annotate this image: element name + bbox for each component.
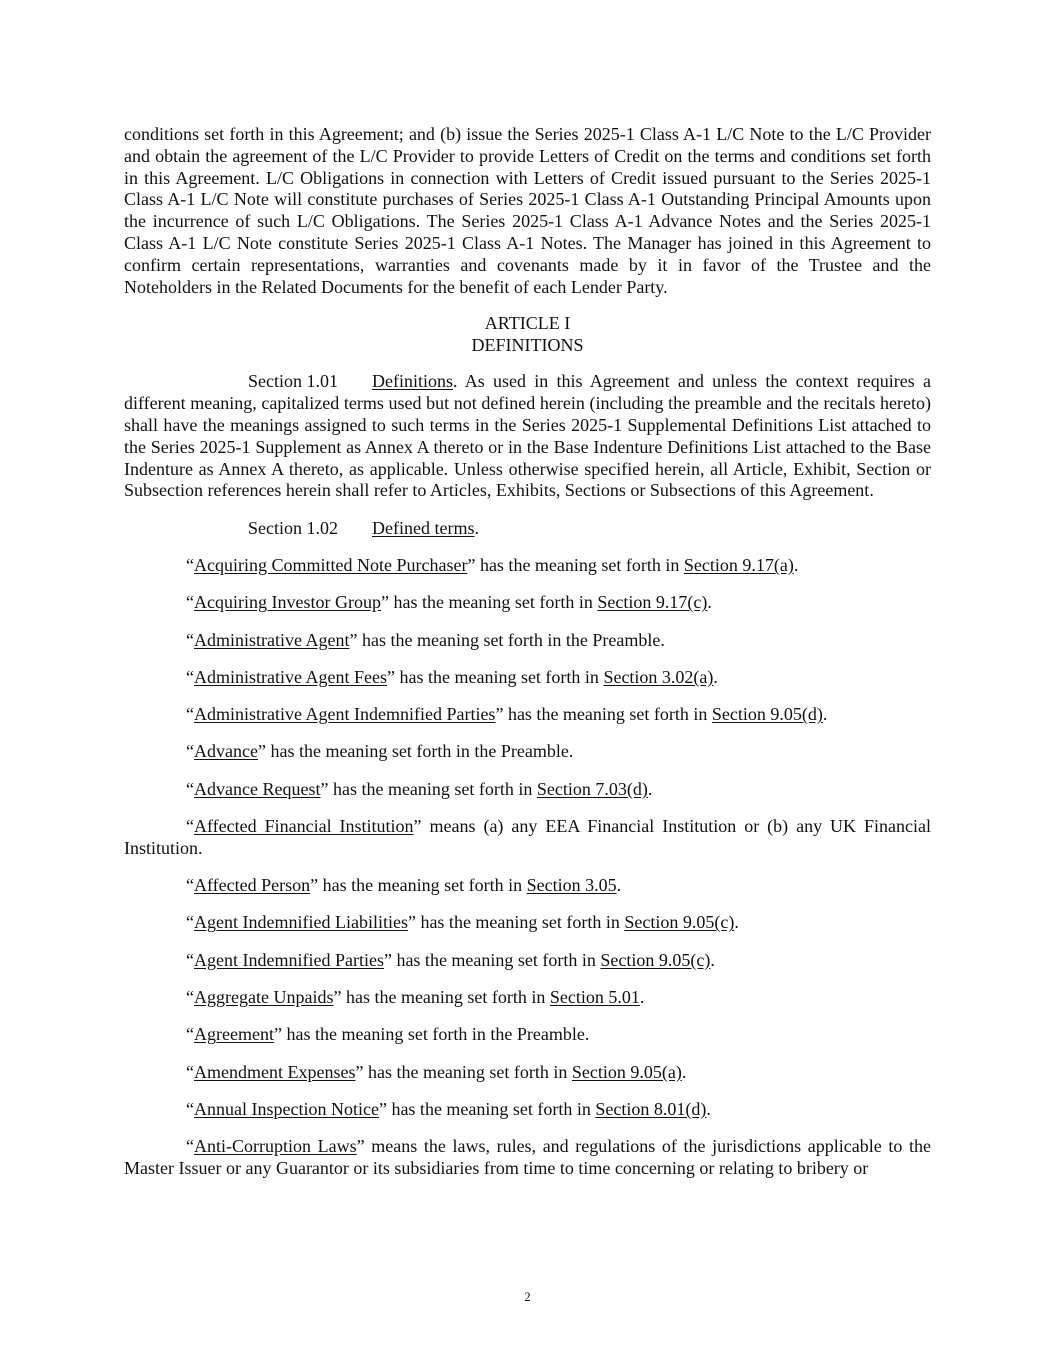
defined-term: Affected Financial Institution: [194, 816, 414, 837]
section-title: Definitions: [372, 371, 453, 392]
definition-text: ” has the meaning set forth in: [383, 949, 601, 970]
definition-text: ” has the meaning set forth in: [380, 592, 598, 613]
defined-term: Administrative Agent Fees: [194, 666, 387, 687]
definition-end: .: [706, 1098, 711, 1119]
definition-end: .: [713, 666, 718, 687]
section-reference: Section 3.02(a): [603, 666, 714, 687]
definition-item: “Anti-Corruption Laws” means the laws, rules, and regulations of the jurisdictions applicable to the Master Issuer or any Guarantor or its subsidiaries from time to time concerning or relating to bribery or: [124, 1136, 931, 1178]
definition-item: “Aggregate Unpaids” has the meaning set forth in Section 5.01.: [186, 987, 645, 1008]
definition-item: “Advance” has the meaning set forth in the Preamble.: [186, 741, 574, 762]
defined-term: Administrative Agent Indemnified Parties: [194, 704, 496, 725]
definition-item: “Agent Indemnified Parties” has the meaning set forth in Section 9.05(c).: [186, 949, 715, 970]
definition-item: “Agreement” has the meaning set forth in the Preamble.: [186, 1024, 590, 1045]
definition-text: ” has the meaning set forth in: [320, 778, 537, 799]
section-reference: Section 9.17(a): [683, 554, 794, 575]
section-1-01: [124, 371, 931, 502]
section-title-suffix: .: [474, 517, 479, 538]
definitions-list: [124, 555, 931, 1180]
defined-term: Agent Indemnified Parties: [194, 949, 384, 970]
definition-text: ” has the meaning set forth in: [467, 554, 684, 575]
definition-item: “Amendment Expenses” has the meaning set forth in Section 9.05(a).: [186, 1061, 687, 1082]
section-reference: Section 5.01: [549, 987, 640, 1008]
defined-term: Agreement: [194, 1024, 274, 1045]
section-reference: Section 9.05(a): [571, 1061, 682, 1082]
definition-text: ” has the meaning set forth in the Preamble.: [257, 741, 574, 762]
section-reference: Section 9.05(d): [711, 704, 823, 725]
defined-term: Anti-Corruption Laws: [194, 1136, 357, 1157]
definition-text: ” has the meaning set forth in: [333, 987, 550, 1008]
defined-term: Annual Inspection Notice: [194, 1098, 379, 1119]
definition-end: .: [793, 554, 799, 575]
definition-end: .: [822, 704, 828, 725]
section-reference: Section 9.17(c): [597, 592, 708, 613]
definition-end: .: [710, 949, 715, 970]
definition-text: ” means (a) any EEA Financial Institution or (b) any UK Financial Institution.: [124, 816, 931, 858]
article-number: ARTICLE I: [484, 313, 571, 334]
defined-term: Advance Request: [194, 778, 321, 799]
intro-paragraph: conditions set forth in this Agreement; and (b) issue the Series 2025-1 Class A-1 L/C Note to the L/C Provider and obtain the agreement of the L/C Provider to provide Letters of Credit on the terms and conditions set forth in this Agreement. L/C Obligations in connection with Letters of Credit issued pursuant to the Series 2025-1 Class A-1 L/C Note will constitute purchases of Series 2025-1 Class A-1 Outstanding Principal Amounts upon the incurrence of such L/C Obligations. The Series 2025-1 Class A-1 Advance Notes and the Series 2025-1 Class A-1 L/C Note constitute Series 2025-1 Class A-1 Notes. The Manager has joined in this Agreement to confirm certain representations, warranties and covenants made by it in favor of the Trustee and the Noteholders in the Related Documents for the benefit of each Lender Party.: [124, 124, 931, 297]
definition-text: ” has the meaning set forth in the Preamble.: [349, 629, 665, 650]
section-number: Section 1.02: [248, 517, 338, 538]
defined-term: Aggregate Unpaids: [194, 987, 334, 1008]
article-heading: [124, 312, 931, 356]
section-1-02: [124, 518, 931, 540]
page-number: 2: [524, 1289, 531, 1304]
section-reference: Section 9.05(c): [624, 912, 735, 933]
definition-text: ” has the meaning set forth in: [378, 1098, 596, 1119]
definition-item: “Affected Financial Institution” means (a) any EEA Financial Institution or (b) any UK Financial Institution.: [124, 816, 931, 858]
section-number: Section 1.01: [248, 371, 338, 392]
defined-term: Administrative Agent: [194, 629, 350, 650]
definition-item: “Acquiring Committed Note Purchaser” has the meaning set forth in Section 9.17(a).: [186, 554, 799, 575]
definition-end: .: [681, 1061, 687, 1082]
defined-term: Acquiring Investor Group: [194, 592, 381, 613]
definition-item: “Advance Request” has the meaning set forth in Section 7.03(d).: [186, 778, 653, 799]
defined-term: Advance: [194, 741, 258, 762]
definition-item: “Administrative Agent” has the meaning set forth in the Preamble.: [186, 629, 665, 650]
section-reference: Section 7.03(d): [536, 778, 648, 799]
section-title: Defined terms: [372, 517, 475, 538]
definition-end: .: [707, 592, 712, 613]
definition-item: “Administrative Agent Indemnified Parties” has the meaning set forth in Section 9.05(d).: [186, 704, 828, 725]
section-reference: Section 3.05: [526, 875, 617, 896]
definition-item: “Agent Indemnified Liabilities” has the meaning set forth in Section 9.05(c).: [186, 912, 739, 933]
defined-term: Amendment Expenses: [194, 1061, 356, 1082]
definition-text: ” has the meaning set forth in: [355, 1061, 572, 1082]
definition-item: “Affected Person” has the meaning set forth in Section 3.05.: [186, 875, 622, 896]
definition-text: ” has the meaning set forth in: [310, 875, 527, 896]
definition-end: .: [616, 875, 622, 896]
section-reference: Section 8.01(d): [595, 1098, 707, 1119]
definition-end: .: [639, 987, 645, 1008]
definition-text: ” has the meaning set forth in the Preamble.: [273, 1024, 590, 1045]
defined-term: Acquiring Committed Note Purchaser: [194, 554, 468, 575]
definition-text: ” has the meaning set forth in: [407, 912, 625, 933]
definition-item: “Acquiring Investor Group” has the meaning set forth in Section 9.17(c).: [186, 592, 712, 613]
section-text: . As used in this Agreement and unless the context requires a different meaning, capitalized terms used but not defined herein (including the preamble and the recitals hereto) shall have the meanings assigned to such terms in the Series 2025-1 Supplemental Definitions List attached to the Series 2025-1 Supplement as Annex A thereto or in the Base Indenture Definitions List attached to the Base Indenture as Annex A thereto, as applicable. Unless otherwise specified herein, all Article, Exhibit, Section or Subsection references herein shall refer to Articles, Exhibits, Sections or Subsections of this Agreement.: [124, 371, 931, 501]
section-reference: Section 9.05(c): [600, 949, 711, 970]
definition-text: ” means the laws, rules, and regulations of the jurisdictions applicable to the Master Issuer or any Guarantor or its subsidiaries from time to time concerning or relating to bribery or: [124, 1136, 931, 1178]
article-title: DEFINITIONS: [471, 335, 584, 356]
definition-text: ” has the meaning set forth in: [495, 704, 712, 725]
definition-item: “Administrative Agent Fees” has the meaning set forth in Section 3.02(a).: [186, 666, 718, 687]
defined-term: Affected Person: [194, 875, 311, 896]
definition-end: .: [647, 778, 653, 799]
document-page: [124, 124, 931, 1180]
definition-end: .: [734, 912, 739, 933]
defined-term: Agent Indemnified Liabilities: [194, 912, 408, 933]
definition-item: “Annual Inspection Notice” has the meaning set forth in Section 8.01(d).: [186, 1098, 711, 1119]
definition-text: ” has the meaning set forth in: [386, 666, 604, 687]
